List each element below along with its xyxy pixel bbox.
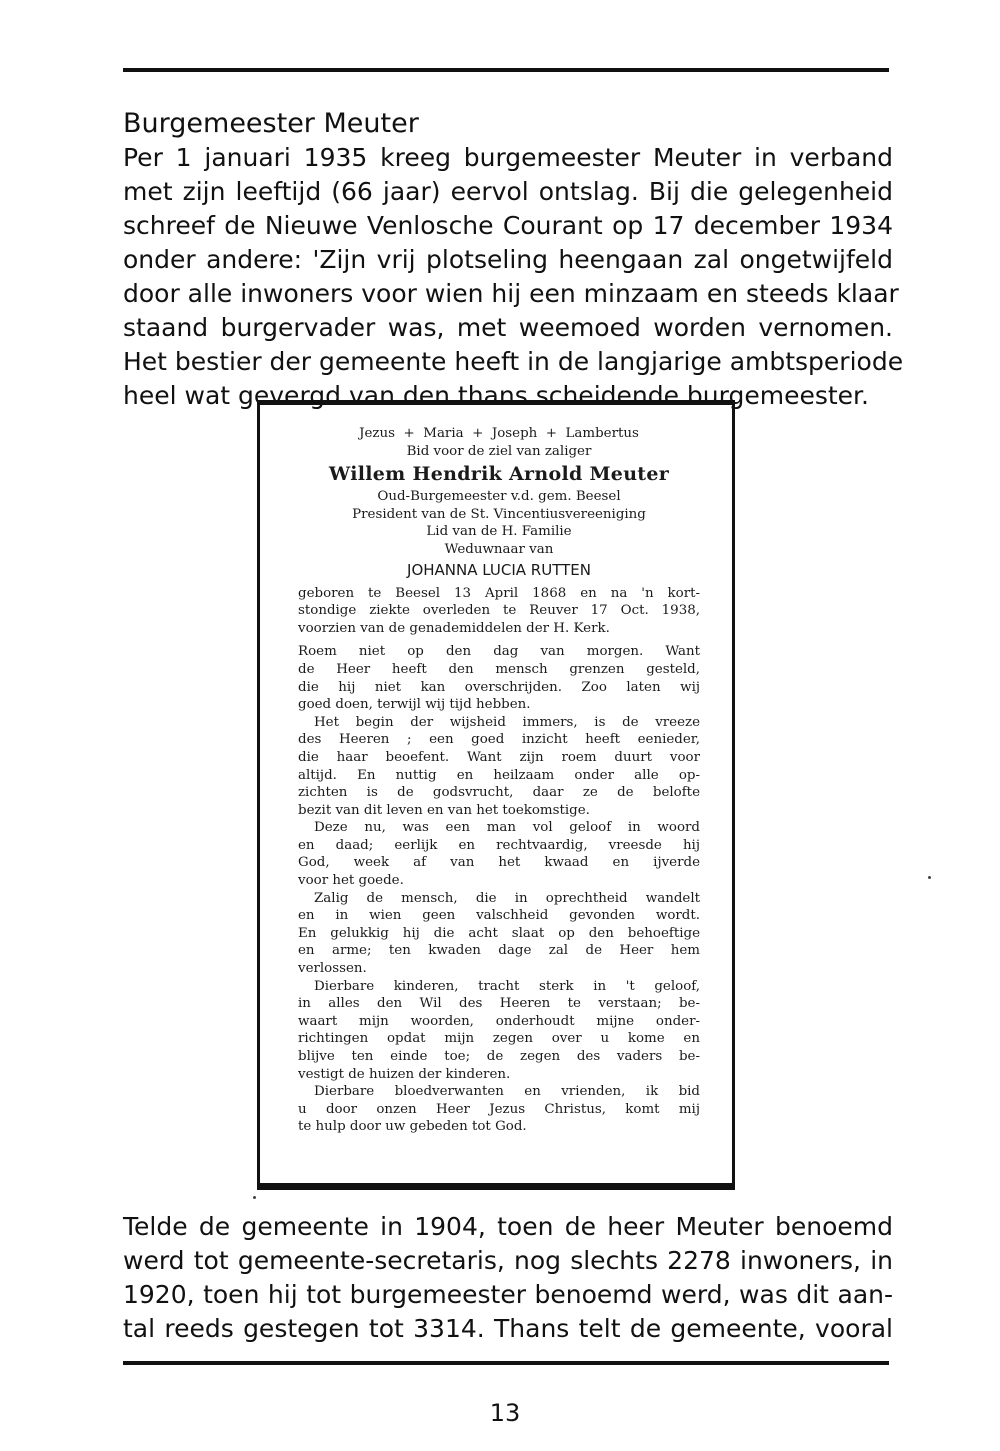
text-line: Het bestier der gemeente heeft in de langjarige ambtsperiode — [123, 347, 904, 376]
verse-line: zichten is de godsvrucht, daar ze de belofte — [298, 785, 700, 801]
verse-line: blijve ten einde toe; de zegen des vaders be- — [298, 1049, 700, 1064]
card-paragraph — [298, 890, 700, 978]
verse-line: En gelukkig hij die acht slaat op den behoeftige — [298, 925, 700, 941]
verse-line: Dierbare kinderen, tracht sterk in 't geloof, — [314, 978, 700, 994]
text-line: Per 1 januari 1935 kreeg burgemeester Meuter in verband — [123, 143, 893, 172]
text-line: tal reeds gestegen tot 3314. Thans telt de gemeente, vooral — [123, 1314, 893, 1343]
verse-line: Deze nu, was een man vol geloof in woord — [314, 820, 700, 836]
intro-paragraph — [123, 141, 904, 413]
memorial-card — [257, 400, 735, 1190]
verse-line: vestigt de huizen der kinderen. — [298, 1066, 511, 1082]
text-line: schreef de Nieuwe Venlosche Courant op 17 december 1934 — [123, 211, 893, 240]
print-speck — [253, 1196, 256, 1199]
verse-line: waart mijn woorden, onderhoudt mijne onder- — [298, 1013, 700, 1029]
verse-line: u door onzen Heer Jezus Christus, komt mij — [298, 1101, 700, 1117]
text-line: door alle inwoners voor wien hij een minzaam en steeds klaar — [123, 279, 899, 308]
outro-paragraph — [123, 1210, 893, 1346]
prayer-line: Bid voor de ziel van zaliger — [406, 443, 592, 459]
invocation: Jezus + Maria + Joseph + Lambertus — [359, 426, 639, 441]
bio-line: geboren te Beesel 13 April 1868 en na 'n kort- — [298, 585, 700, 601]
title-line: Oud-Burgemeester v.d. gem. Beesel — [377, 489, 621, 505]
verse-line: richtingen opdat mijn zegen over u kome en — [298, 1031, 700, 1047]
title-line: Weduwnaar van — [444, 541, 554, 557]
verse-line: Dierbare bloedverwanten en vrienden, ik bid — [314, 1084, 700, 1100]
text-line: 1920, toen hij tot burgemeester benoemd werd, was dit aan- — [123, 1280, 893, 1309]
verse-line: God, week af van het kwaad en ijverde — [298, 855, 700, 871]
verse-line: Zalig de mensch, die in oprechtheid wandelt — [314, 890, 700, 906]
card-paragraph — [298, 714, 700, 820]
verse-line: Het begin der wijsheid immers, is de vreeze — [314, 714, 700, 730]
verse-line: en in wien geen valschheid gevonden wordt. — [298, 908, 700, 924]
verse-line: die hij niet kan overschrijden. Zoo laten wij — [298, 679, 700, 695]
memorial-card-content — [298, 425, 700, 1136]
text-line: werd tot gemeente-secretaris, nog slechts 2278 inwoners, in — [123, 1246, 893, 1275]
verse-line: de Heer heeft den mensch grenzen gesteld, — [298, 661, 700, 677]
text-line: Telde de gemeente in 1904, toen de heer Meuter benoemd — [123, 1212, 893, 1241]
card-paragraph — [298, 819, 700, 889]
bottom-rule — [123, 1361, 889, 1365]
verse-line: altijd. En nuttig en heilzaam onder alle op- — [298, 767, 700, 783]
verse-line: bezit van dit leven en van het toekomstige. — [298, 802, 590, 818]
text-line: heel wat gevergd van den thans scheidende burgemeester. — [123, 381, 869, 410]
verse-line: Roem niet op den dag van morgen. Want — [298, 644, 700, 660]
card-paragraph — [298, 643, 700, 713]
card-paragraph — [298, 978, 700, 1084]
bio-block — [298, 585, 700, 638]
top-rule — [123, 68, 889, 72]
verse-line: en daad; eerlijk en rechtvaardig, vreesde hij — [298, 837, 700, 853]
page-number: 13 — [489, 1399, 521, 1427]
verse-line: en arme; ten kwaden dage zal de Heer hem — [298, 943, 700, 959]
text-line: staand burgervader was, met weemoed worden vernomen. — [123, 313, 893, 342]
print-speck — [928, 876, 931, 879]
verse-line: te hulp door uw gebeden tot God. — [298, 1119, 527, 1135]
text-line: met zijn leeftijd (66 jaar) eervol ontslag. Bij die gelegenheid — [123, 177, 893, 206]
text-line: onder andere: 'Zijn vrij plotseling heengaan zal ongetwijfeld — [123, 245, 893, 274]
verse-line: voor het goede. — [298, 873, 404, 889]
title-line: President van de St. Vincentiusvereeniging — [352, 506, 646, 522]
verse-line: in alles den Wil des Heeren te verstaan; be- — [298, 996, 700, 1012]
bio-line: voorzien van de genademiddelen der H. Kerk. — [298, 620, 610, 636]
verse-line: goed doen, terwijl wij tijd hebben. — [298, 697, 531, 713]
title-line: Lid van de H. Familie — [426, 524, 572, 540]
section-heading: Burgemeester Meuter — [123, 108, 419, 139]
verse-line: des Heeren ; een goed inzicht heeft eenieder, — [298, 732, 700, 748]
card-paragraph — [298, 1083, 700, 1136]
verse-line: die haar beoefent. Want zijn roem duurt voor — [298, 749, 700, 765]
bio-line: stondige ziekte overleden te Reuver 17 Oct. 1938, — [298, 603, 700, 619]
deceased-name: Willem Hendrik Arnold Meuter — [328, 463, 670, 486]
verse-line: verlossen. — [298, 961, 367, 977]
spouse-name: JOHANNA LUCIA RUTTEN — [407, 560, 591, 579]
